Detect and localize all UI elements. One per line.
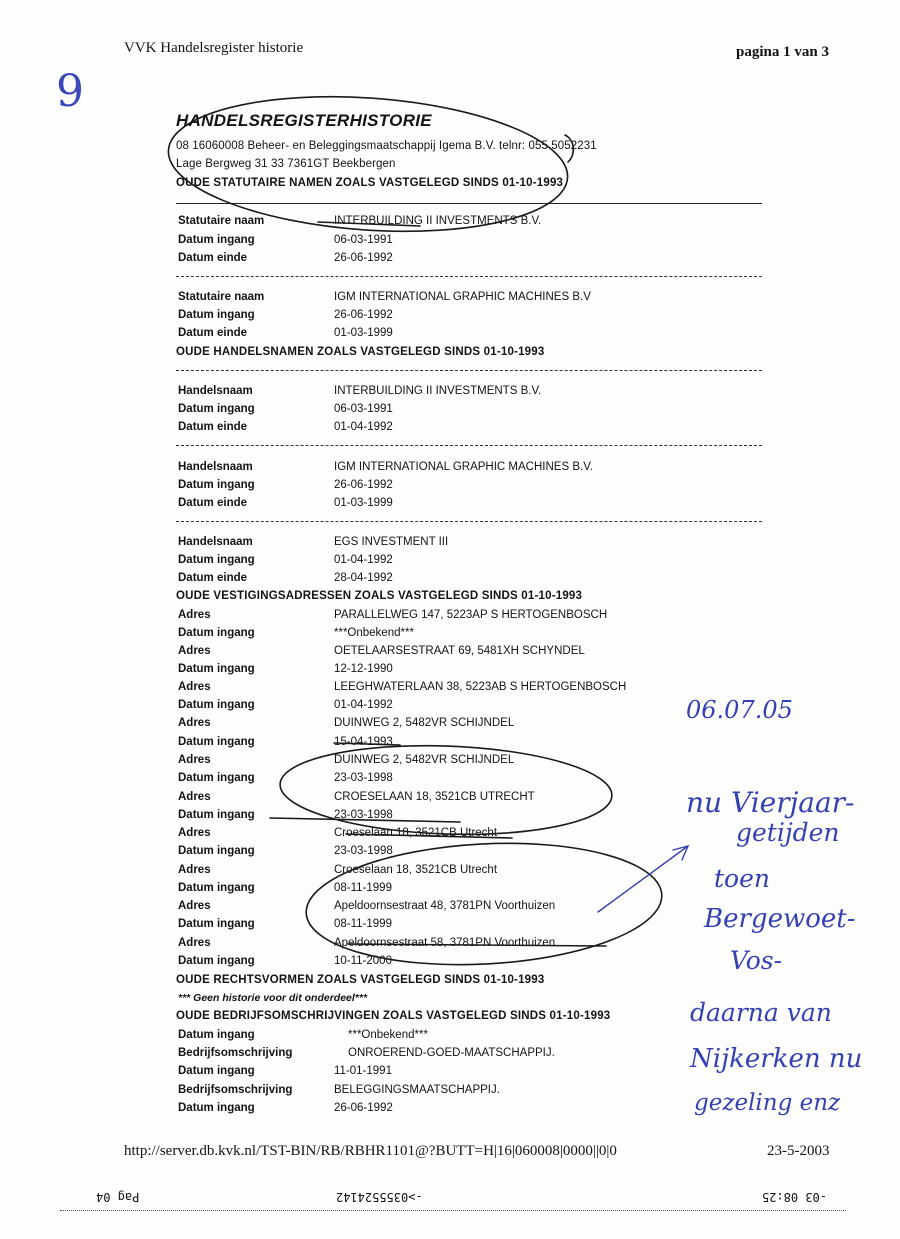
company-address-line: Lage Bergweg 31 33 7361GT Beekbergen [176, 158, 396, 170]
field-label: Datum ingang [178, 554, 255, 566]
field-value: 01-04-1992 [334, 554, 393, 566]
section-statutory-names: OUDE STATUTAIRE NAMEN ZOALS VASTGELEGD SINDS 01-10-1993 [176, 177, 564, 189]
source-url: http://server.db.kvk.nl/TST-BIN/RB/RBHR1101@?BUTT=H|16|060008|0000||0|0 [124, 1143, 617, 1159]
field-label: Datum ingang [178, 918, 255, 930]
field-value: BELEGGINGSMAATSCHAPPIJ. [334, 1084, 500, 1096]
field-label: Datum ingang [178, 234, 255, 246]
field-value: 01-04-1992 [334, 421, 393, 433]
field-label: Datum ingang [178, 403, 255, 415]
handwritten-note: nu Vierjaar- [686, 786, 855, 819]
field-label: Datum ingang [178, 1102, 255, 1114]
underline-mark [270, 818, 460, 822]
field-label: Adres [178, 937, 211, 949]
fax-page: Pag 04 [96, 1190, 140, 1204]
field-value: 06-03-1991 [334, 234, 393, 246]
handwritten-note: Bergewoet- [704, 904, 856, 934]
field-label: Datum ingang [178, 882, 255, 894]
field-value: 08-11-1999 [334, 882, 392, 894]
field-value: Apeldoornsestraat 48, 3781PN Voorthuizen [334, 900, 556, 912]
fax-number: ->0355524142 [336, 1190, 423, 1204]
field-label: Datum einde [178, 252, 248, 264]
field-label: Datum ingang [178, 1029, 255, 1041]
field-label: Statutaire naam [178, 291, 265, 303]
field-value: 26-06-1992 [334, 1102, 393, 1114]
field-label: Datum ingang [178, 1065, 255, 1077]
field-label: Handelsnaam [178, 536, 253, 548]
field-value: 26-06-1992 [334, 252, 393, 264]
field-label: Adres [178, 717, 211, 729]
fax-time: -03 08:25 [762, 1190, 828, 1204]
print-header-title: VVK Handelsregister historie [124, 40, 304, 56]
field-value: 26-06-1992 [334, 479, 393, 491]
field-value: IGM INTERNATIONAL GRAPHIC MACHINES B.V. [334, 461, 594, 473]
field-value: PARALLELWEG 147, 5223AP S HERTOGENBOSCH [334, 609, 608, 621]
field-value: 28-04-1992 [334, 572, 393, 584]
field-label: Datum ingang [178, 772, 255, 784]
field-value: 11-01-1991 [334, 1065, 392, 1077]
section-trade-names: OUDE HANDELSNAMEN ZOALS VASTGELEGD SINDS 01-10-1993 [176, 346, 545, 358]
field-value: CROESELAAN 18, 3521CB UTRECHT [334, 791, 535, 803]
field-label: Adres [178, 791, 211, 803]
field-label: Handelsnaam [178, 461, 253, 473]
handwritten-page-number: 9 [56, 66, 84, 117]
field-value: 23-03-1998 [334, 809, 393, 821]
field-value: 15-04-1993 [334, 736, 393, 748]
field-label: Datum ingang [178, 663, 255, 675]
field-label: Datum einde [178, 327, 248, 339]
handwritten-date: 06.07.05 [686, 696, 793, 724]
section-legal-forms: OUDE RECHTSVORMEN ZOALS VASTGELEGD SINDS 01-10-1993 [176, 974, 545, 986]
handwritten-note: gezeling enz [694, 1090, 841, 1116]
field-label: Datum einde [178, 572, 248, 584]
field-value: INTERBUILDING II INVESTMENTS B.V. [334, 385, 542, 397]
handwritten-note: Nijkerken nu [690, 1044, 863, 1074]
field-label: Adres [178, 900, 211, 912]
field-label: Datum ingang [178, 479, 255, 491]
field-value: ***Onbekend*** [348, 1029, 428, 1041]
field-label: Adres [178, 754, 211, 766]
document-title: HANDELSREGISTERHISTORIE [176, 111, 432, 130]
field-label: Handelsnaam [178, 385, 253, 397]
field-value: 23-03-1998 [334, 845, 393, 857]
field-value: Croeselaan 18, 3521CB Utrecht [334, 827, 498, 839]
field-value: IGM INTERNATIONAL GRAPHIC MACHINES B.V [334, 291, 591, 303]
field-label: Datum ingang [178, 955, 255, 967]
field-value: Apeldoornsestraat 58, 3781PN Voorthuizen [334, 937, 556, 949]
field-value: Croeselaan 18, 3521CB Utrecht [334, 864, 498, 876]
field-value: ***Onbekend*** [334, 627, 414, 639]
field-value: ONROEREND-GOED-MAATSCHAPPIJ. [348, 1047, 555, 1059]
field-value: LEEGHWATERLAAN 38, 5223AB S HERTOGENBOSCH [334, 681, 627, 693]
field-value: OETELAARSESTRAAT 69, 5481XH SCHYNDEL [334, 645, 585, 657]
strike-mark [318, 222, 420, 226]
field-value: 08-11-1999 [334, 918, 392, 930]
field-value: 01-03-1999 [334, 497, 393, 509]
field-label: Datum ingang [178, 736, 255, 748]
address-circle-mark [279, 740, 614, 840]
field-label: Bedrijfsomschrijving [178, 1084, 293, 1096]
field-label: Adres [178, 609, 211, 621]
handwritten-note: daarna van [690, 998, 832, 1027]
field-label: Datum ingang [178, 845, 255, 857]
address-circle-mark [303, 835, 665, 973]
field-value: 01-04-1992 [334, 699, 393, 711]
company-registration-line: 08 16060008 Beheer- en Beleggingsmaatschappij Igema B.V. telnr: 055 5052231 [176, 140, 597, 152]
field-value: DUINWEG 2, 5482VR SCHIJNDEL [334, 717, 515, 729]
handwritten-note: toen [714, 864, 770, 893]
field-value: 10-11-2000 [334, 955, 392, 967]
field-label: Statutaire naam [178, 215, 265, 227]
no-history-note: *** Geen historie voor dit onderdeel*** [178, 992, 368, 1004]
field-label: Adres [178, 681, 211, 693]
title-circle-mark [164, 84, 572, 244]
handwritten-note: getijden [736, 818, 840, 847]
field-label: Datum einde [178, 421, 248, 433]
page-indicator: pagina 1 van 3 [736, 44, 829, 60]
field-label: Datum ingang [178, 627, 255, 639]
print-date: 23-5-2003 [767, 1143, 830, 1159]
field-label: Adres [178, 864, 211, 876]
handwritten-note: Vos- [730, 946, 783, 975]
field-value: 01-03-1999 [334, 327, 393, 339]
field-value: 26-06-1992 [334, 309, 393, 321]
field-label: Datum ingang [178, 699, 255, 711]
field-value: 12-12-1990 [334, 663, 393, 675]
pen-hook-mark [565, 135, 573, 162]
field-value: INTERBUILDING II INVESTMENTS B.V. [334, 215, 542, 227]
field-label: Datum ingang [178, 809, 255, 821]
field-value: 23-03-1998 [334, 772, 393, 784]
field-value: 06-03-1991 [334, 403, 393, 415]
field-label: Datum einde [178, 497, 248, 509]
strike-mark [334, 743, 400, 745]
strike-mark [348, 944, 606, 946]
field-label: Adres [178, 827, 211, 839]
section-addresses: OUDE VESTIGINGSADRESSEN ZOALS VASTGELEGD SINDS 01-10-1993 [176, 590, 583, 602]
field-value: EGS INVESTMENT III [334, 536, 449, 548]
field-label: Adres [178, 645, 211, 657]
section-business-descriptions: OUDE BEDRIJFSOMSCHRIJVINGEN ZOALS VASTGELEGD SINDS 01-10-1993 [176, 1010, 611, 1022]
field-label: Bedrijfsomschrijving [178, 1047, 293, 1059]
field-label: Datum ingang [178, 309, 255, 321]
field-value: DUINWEG 2, 5482VR SCHIJNDEL [334, 754, 515, 766]
